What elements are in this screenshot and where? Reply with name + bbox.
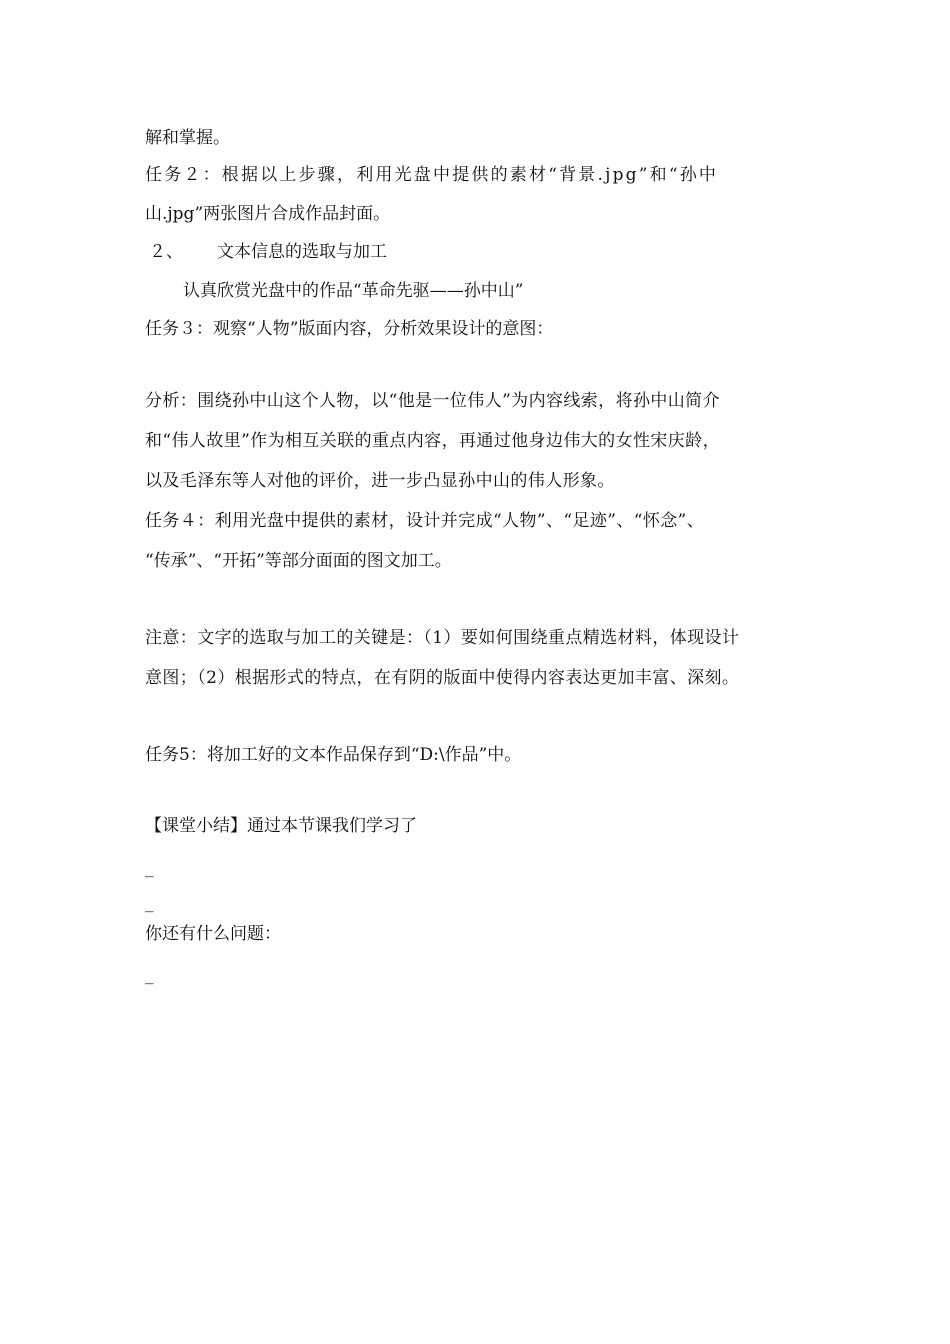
section-title: 文本信息的选取与加工 xyxy=(217,242,387,262)
text-line-1: 解和掌握。 xyxy=(145,128,230,148)
question-heading: 你还有什么问题： xyxy=(145,924,281,944)
analysis-line-2: 和“伟人故里”作为相互关联的重点内容，再通过他身边伟大的女性宋庆龄， xyxy=(145,431,720,451)
note-line-1: 注意：文字的选取与加工的关键是：（1）要如何围绕重点精选材料，体现设计 xyxy=(145,628,740,648)
note-line-2: 意图；（2）根据形式的特点，在有阴的版面中使得内容表达更加丰富、深刻。 xyxy=(145,668,740,688)
section-2-heading xyxy=(149,242,387,262)
task-4-line-1: 任务４：利用光盘中提供的素材，设计并完成“人物”、“足迹”、“怀念”、 xyxy=(145,511,705,531)
summary-heading: 【课堂小结】通过本节课我们学习了 xyxy=(145,816,417,836)
task-4-line-2: “传承”、“开拓”等部分面面的图文加工。 xyxy=(145,551,452,571)
task-3-line: 任务３：观察“人物”版面内容，分析效果设计的意图： xyxy=(145,319,554,339)
analysis-line-1: 分析：围绕孙中山这个人物，以“他是一位伟人”为内容线索，将孙中山简介 xyxy=(145,391,720,411)
summary-blank-2[interactable]: _ xyxy=(145,893,154,913)
analysis-line-3: 以及毛泽东等人对他的评价，进一步凸显孙中山的伟人形象。 xyxy=(145,471,615,491)
question-blank[interactable]: _ xyxy=(145,965,154,985)
section-number: ２、 xyxy=(149,242,183,262)
task-2-line-1: 任务２：根据以上步骤，利用光盘中提供的素材“背景.jpg”和“孙中 xyxy=(145,165,719,185)
task-2-line-2: 山.jpg”两张图片合成作品封面。 xyxy=(145,204,391,224)
task-5-line: 任务5：将加工好的文本作品保存到“D:\作品”中。 xyxy=(145,745,522,765)
appreciate-line: 认真欣赏光盘中的作品“革命先驱——孙中山” xyxy=(183,281,524,301)
summary-blank-1[interactable]: _ xyxy=(145,858,154,878)
